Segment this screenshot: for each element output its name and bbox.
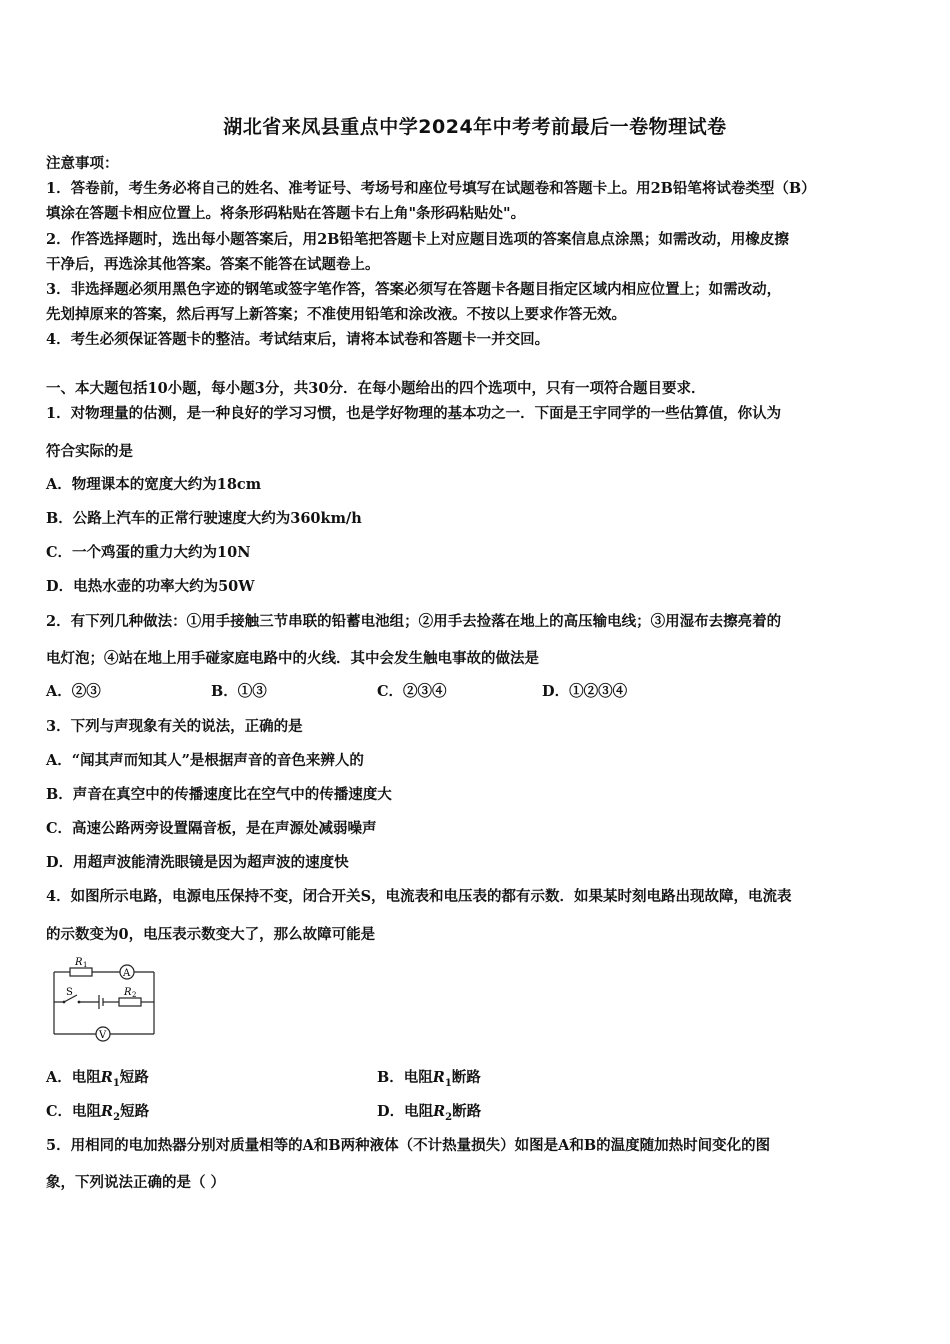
question-1-option-a: A．物理课本的宽度大约为18cm bbox=[46, 476, 262, 493]
notice-line: 2．作答选择题时，选出每小题答案后，用2B铅笔把答题卡上对应题目选项的答案信息点涂黑；如需改动，用橡皮擦 bbox=[46, 231, 789, 248]
voltmeter-label: V bbox=[99, 1030, 107, 1041]
r2-label: R bbox=[124, 987, 132, 998]
question-3-option-a: A．“闻其声而知其人”是根据声音的音色来辨人的 bbox=[46, 752, 364, 769]
r1-label-sub: 1 bbox=[83, 961, 88, 969]
exam-title: 湖北省来凤县重点中学2024年中考考前最后一卷物理试卷 bbox=[223, 116, 727, 138]
question-2-option-c: C．②③④ bbox=[377, 683, 447, 700]
r1-label: R bbox=[75, 957, 83, 968]
question-4-option-a: A．电阻$R_1$短路 bbox=[46, 1069, 149, 1089]
circuit-diagram bbox=[44, 955, 164, 1047]
question-4-option-d: D．电阻$R_2$断路 bbox=[377, 1103, 482, 1123]
question-1-stem-cont: 符合实际的是 bbox=[46, 443, 133, 460]
notice-line: 1．答卷前，考生务必将自己的姓名、准考证号、考场号和座位号填写在试题卷和答题卡上。用2B铅笔将试卷类型（B） bbox=[46, 180, 816, 197]
question-3-option-c: C．高速公路两旁设置隔音板，是在声源处减弱噪声 bbox=[46, 820, 377, 837]
question-3-option-b: B．声音在真空中的传播速度比在空气中的传播速度大 bbox=[46, 786, 392, 803]
question-4-stem-cont: 的示数变为0，电压表示数变大了，那么故障可能是 bbox=[46, 926, 376, 943]
question-4-option-c: C．电阻$R_2$短路 bbox=[46, 1103, 150, 1123]
switch-label: S bbox=[66, 987, 73, 998]
question-3-option-d: D．用超声波能清洗眼镜是因为超声波的速度快 bbox=[46, 854, 349, 871]
question-1-option-b: B．公路上汽车的正常行驶速度大约为360km/h bbox=[46, 510, 362, 527]
notice-line: 3．非选择题必须用黑色字迹的钢笔或签字笔作答，答案必须写在答题卡各题目指定区域内相应位置上；如需改动， bbox=[46, 281, 782, 298]
notice-line: 4．考生必须保证答题卡的整洁。考试结束后，请将本试卷和答题卡一并交回。 bbox=[46, 331, 550, 348]
notice-heading: 注意事项： bbox=[46, 155, 119, 172]
question-2-option-a: A．②③ bbox=[46, 683, 101, 700]
question-1-stem: 1．对物理量的估测，是一种良好的学习习惯，也是学好物理的基本功之一．下面是王宇同学的一些估算值，你认为 bbox=[46, 405, 782, 422]
notice-line: 先划掉原来的答案，然后再写上新答案；不准使用铅笔和涂改液。不按以上要求作答无效。 bbox=[46, 306, 626, 323]
question-4-option-b: B．电阻$R_1$断路 bbox=[377, 1069, 481, 1089]
question-2-option-d: D．①②③④ bbox=[542, 683, 628, 700]
ammeter-label: A bbox=[123, 968, 131, 979]
question-1-option-d: D．电热水壶的功率大约为50W bbox=[46, 578, 255, 595]
question-5-stem: 5．用相同的电加热器分别对质量相等的A和B两种液体（不计热量损失）如图是A和B的温度随加热时间变化的图 bbox=[46, 1137, 771, 1154]
notice-line: 填涂在答题卡相应位置上。将条形码粘贴在答题卡右上角"条形码粘贴处"。 bbox=[46, 205, 526, 222]
question-2-option-b: B．①③ bbox=[211, 683, 267, 700]
question-2-stem: 2．有下列几种做法：①用手接触三节串联的铅蓄电池组；②用手去捡落在地上的高压输电线；③用湿布去擦亮着的 bbox=[46, 613, 782, 630]
question-3-stem: 3．下列与声现象有关的说法，正确的是 bbox=[46, 718, 303, 735]
notice-line: 干净后，再选涂其他答案。答案不能答在试题卷上。 bbox=[46, 256, 380, 273]
question-5-stem-cont: 象，下列说法正确的是（ ） bbox=[46, 1174, 226, 1191]
r2-label-sub: 2 bbox=[132, 991, 137, 999]
section-heading: 一、本大题包括10小题，每小题3分，共30分．在每小题给出的四个选项中，只有一项符合题目要求． bbox=[46, 380, 706, 397]
question-4-stem: 4．如图所示电路，电源电压保持不变，闭合开关S，电流表和电压表的都有示数．如果某时刻电路出现故障，电流表 bbox=[46, 888, 792, 905]
question-1-option-c: C．一个鸡蛋的重力大约为10N bbox=[46, 544, 251, 561]
resistor-r2-symbol bbox=[119, 998, 141, 1006]
resistor-r1-symbol bbox=[70, 968, 92, 976]
question-2-stem-cont: 电灯泡；④站在地上用手碰家庭电路中的火线．其中会发生触电事故的做法是 bbox=[46, 650, 539, 667]
